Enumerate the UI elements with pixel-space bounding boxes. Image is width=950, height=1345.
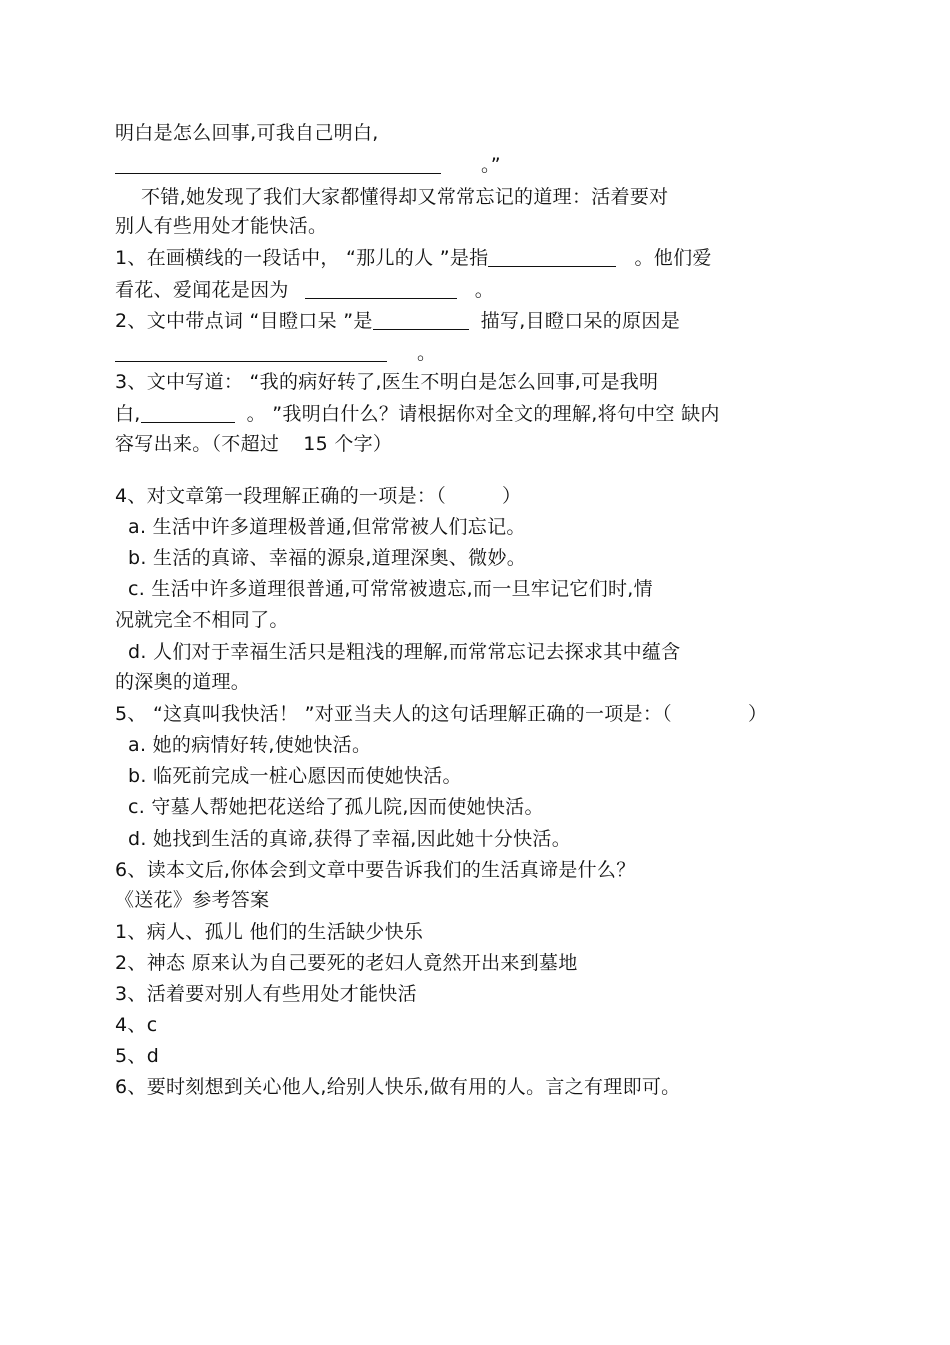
option-text: b. 生活的真谛、幸福的源泉,道理深奥、微妙。 [128, 547, 527, 569]
question-text: 2、文中带点词 “目瞪口呆 ”是 [115, 310, 373, 332]
question-5-option-b[interactable] [128, 764, 462, 788]
passage-line-1 [115, 121, 379, 145]
question-text: 容写出来。（不超过 [115, 433, 280, 455]
passage-line-3 [141, 185, 668, 209]
question-text: 看花、爱闻花是因为 [115, 279, 289, 301]
question-4-option-c[interactable] [128, 577, 653, 601]
fill-blank[interactable] [141, 402, 235, 423]
question-text: 。他们爱 [634, 247, 712, 269]
fill-blank[interactable] [488, 246, 616, 267]
answers-heading: 《送花》参考答案 [115, 889, 270, 911]
question-text: 。 ”我明白什么？请根据你对全文的理解,将句中空 缺内 [246, 403, 720, 425]
question-4-option-a[interactable] [128, 515, 526, 539]
passage-text: 。” [481, 154, 501, 176]
answer-2 [115, 951, 578, 975]
question-3-line-1 [115, 370, 658, 394]
option-text: c. 守墓人帮她把花送给了孤儿院,因而使她快活。 [128, 796, 544, 818]
question-3-line-3 [115, 432, 392, 456]
option-text: a. 生活中许多道理极普通,但常常被人们忘记。 [128, 516, 526, 538]
question-text: 白, [115, 403, 141, 425]
answer-text: 2、神态 原来认为自己要死的老妇人竟然开出来到墓地 [115, 952, 578, 974]
option-text: b. 临死前完成一桩心愿因而使她快活。 [128, 765, 462, 787]
question-1-line-1 [115, 246, 712, 270]
question-2-line-2 [115, 341, 436, 365]
passage-line-2 [115, 153, 501, 177]
question-text: 15 个字） [303, 433, 393, 455]
question-6-stem [115, 858, 636, 882]
question-text: 3、文中写道： “我的病好转了,医生不明白是怎么回事,可是我明 [115, 371, 659, 393]
option-text: a. 她的病情好转,使她快活。 [128, 734, 372, 756]
option-text: c. 生活中许多道理很普通,可常常被遗忘,而一旦牢记它们时,情 [128, 578, 653, 600]
option-text: 的深奥的道理。 [115, 671, 251, 693]
answer-text: 5、d [115, 1045, 160, 1067]
question-4-option-d[interactable] [128, 640, 680, 664]
question-text: 6、读本文后,你体会到文章中要告诉我们的生活真谛是什么？ [115, 859, 636, 881]
option-text: 况就完全不相同了。 [115, 609, 289, 631]
fill-blank[interactable] [373, 309, 469, 330]
question-2-line-1 [115, 309, 680, 333]
answer-4 [115, 1013, 157, 1037]
answer-5 [115, 1044, 159, 1068]
fill-blank[interactable] [115, 341, 387, 362]
question-3-line-2 [115, 402, 720, 426]
option-text: d. 人们对于幸福生活只是粗浅的理解,而常常忘记去探求其中蕴含 [128, 641, 681, 663]
question-4-option-b[interactable] [128, 546, 526, 570]
question-5-stem [115, 702, 767, 726]
question-1-line-2 [115, 278, 494, 302]
question-4-option-c-cont [115, 608, 289, 632]
question-text: ） [747, 703, 768, 725]
question-5-option-c[interactable] [128, 795, 544, 819]
answer-text: 4、c [115, 1014, 158, 1036]
option-text: d. 她找到生活的真谛,获得了幸福,因此她十分快活。 [128, 828, 572, 850]
question-5-option-d[interactable] [128, 827, 571, 851]
question-text: 1、在画横线的一段话中， “那儿的人 ”是指 [115, 247, 489, 269]
question-text: ） [502, 485, 522, 507]
fill-blank[interactable] [305, 278, 457, 299]
passage-text: 别人有些用处才能快活。 [115, 215, 328, 237]
answers-title [115, 888, 269, 912]
question-text: 4、对文章第一段理解正确的一项是：（ [115, 485, 446, 507]
answer-1 [115, 920, 423, 944]
answer-text: 1、病人、孤儿 他们的生活缺少快乐 [115, 921, 424, 943]
fill-blank[interactable] [115, 153, 441, 174]
passage-text: 不错,她发现了我们大家都懂得却又常常忘记的道理：活着要对 [141, 186, 669, 208]
answer-3 [115, 982, 417, 1006]
question-text: 。 [474, 279, 495, 301]
question-4-option-d-cont [115, 670, 250, 694]
question-text: 。 [417, 342, 437, 364]
answer-text: 3、活着要对别人有些用处才能快活 [115, 983, 417, 1005]
answer-text: 6、要时刻想到关心他人,给别人快乐,做有用的人。言之有理即可。 [115, 1076, 681, 1098]
passage-text: 明白是怎么回事,可我自己明白, [115, 122, 379, 144]
question-text: 描写,目瞪口呆的原因是 [480, 310, 680, 332]
question-text: 5、 “这真叫我快活！ ”对亚当夫人的这句话理解正确的一项是：（ [115, 703, 672, 725]
answer-6 [115, 1075, 680, 1099]
question-4-stem [115, 484, 521, 508]
question-5-option-a[interactable] [128, 733, 371, 757]
passage-line-4 [115, 214, 327, 238]
